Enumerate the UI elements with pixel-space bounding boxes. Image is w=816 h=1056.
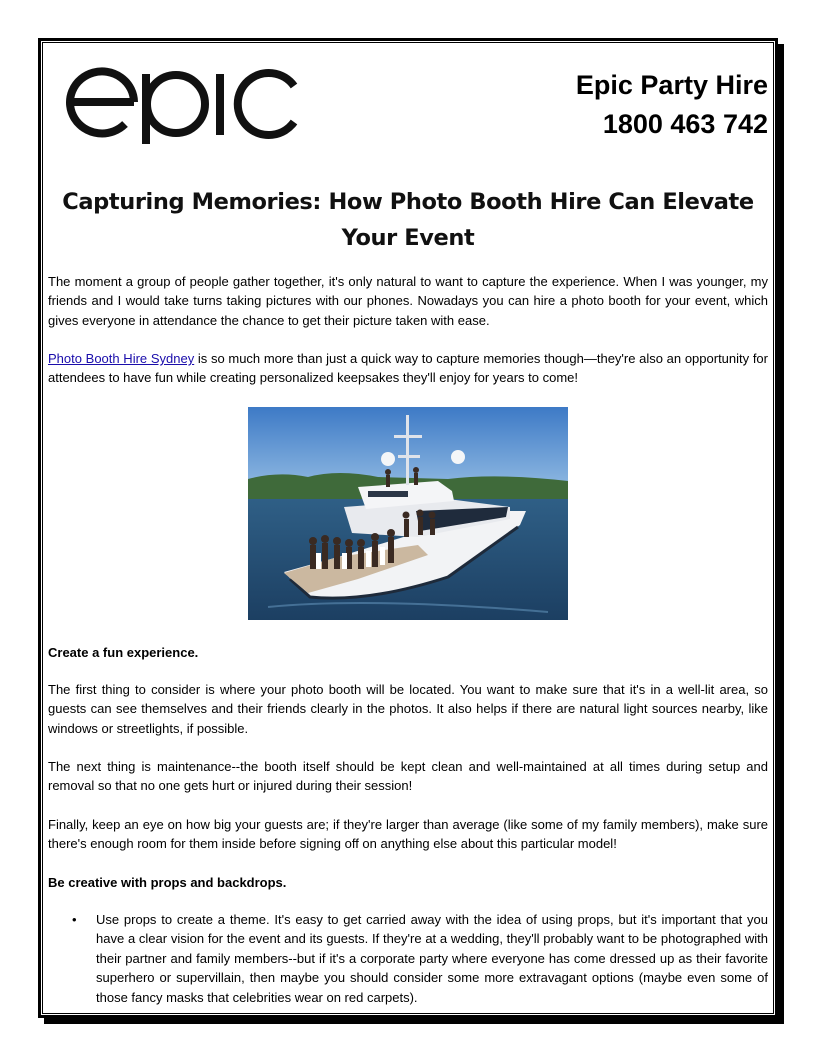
photo-booth-hire-sydney-link[interactable]: Photo Booth Hire Sydney <box>48 351 195 366</box>
link-paragraph <box>48 349 768 388</box>
paragraph-maintenance: The next thing is maintenance--the booth itself should be kept clean and well-maintained at all times during setup and removal so that no one gets hurt or injured during their session! <box>48 759 768 794</box>
epic-logo <box>62 62 302 146</box>
paragraph-location: The first thing to consider is where your photo booth will be located. You want to make sure that it's in a well-lit area, so guests can see themselves and their friends clearly in the photos. It also helps if there are natural light sources nearby, like windows or streetlights, if possible. <box>48 682 768 736</box>
company-phone: 1800 463 742 <box>602 109 768 139</box>
paragraph-guest-size: Finally, keep an eye on how big your guests are; if they're larger than average (like some of my family members), make sure there's enough room for them inside before signing off on anything else about this particular model! <box>48 817 768 852</box>
page-title: Capturing Memories: How Photo Booth Hire Can Elevate Your Event <box>62 189 754 251</box>
section-heading-props: Be creative with props and backdrops. <box>48 875 287 890</box>
link-paragraph-text: is so much more than just a quick way to capture memories though—they're also an opportunity for attendees to have fun while creating personalized keepsakes they'll enjoy for years to come! <box>48 351 768 386</box>
section-heading-fun-experience: Create a fun experience. <box>48 645 199 660</box>
intro-paragraph: The moment a group of people gather together, it's only natural to want to capture the experience. When I was younger, my friends and I would take turns taking pictures with our phones. Nowadays you can hire a photo booth for your event, which gives everyone in attendance the chance to get their picture taken with ease. <box>48 274 768 328</box>
company-header <box>576 66 768 144</box>
bullet-icon: • <box>72 912 77 927</box>
bullet-text: Use props to create a theme. It's easy to get carried away with the idea of using props, but it's important that you have a clear vision for the event and its guests. If they're at a wedding, they'll probably want to be photographed with their partner and family members--but if it's a corporate party where everyone has come dressed up as their favorite superhero or supervillain, then maybe you should consider some more extravagant options (maybe even some of those fancy masks that celebrities wear on red carpets). <box>96 912 768 1005</box>
company-name: Epic Party Hire <box>575 70 768 100</box>
yacht-party-photo <box>248 407 568 620</box>
